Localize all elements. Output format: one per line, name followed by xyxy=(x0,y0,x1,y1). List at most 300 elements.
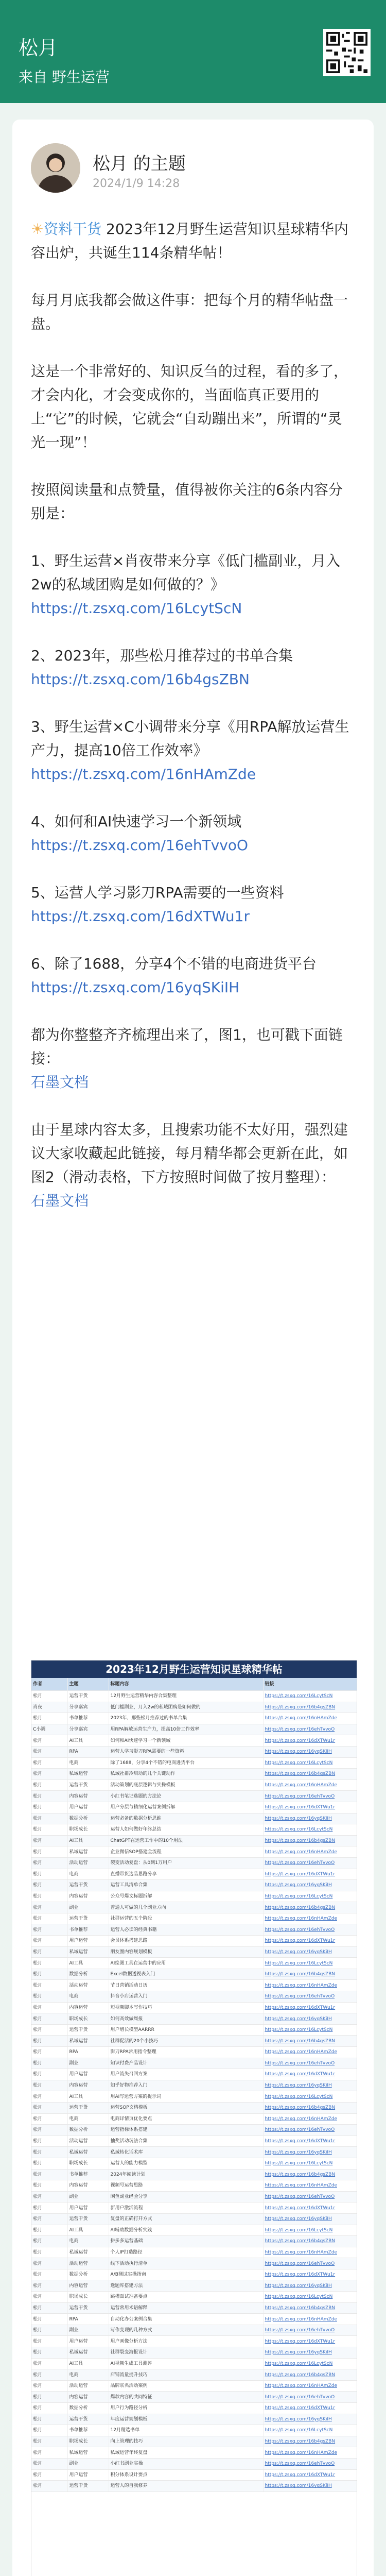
table-cell[interactable]: https://t.zsxq.com/16nHAmZde xyxy=(263,1713,357,1724)
sun-icon: ☀ xyxy=(31,221,44,238)
table-cell[interactable]: https://t.zsxq.com/16nHAmZde xyxy=(263,1780,357,1791)
table-cell: 内容运营 xyxy=(67,1891,109,1902)
table-cell: 松月 xyxy=(31,2302,67,2314)
table-row xyxy=(31,2358,357,2369)
table-row xyxy=(31,1958,357,1969)
table-cell: 松月 xyxy=(31,2469,67,2481)
table-row xyxy=(31,2024,357,2036)
table-cell[interactable]: https://t.zsxq.com/16nHAmZde xyxy=(263,1846,357,1858)
table-cell: 松月 xyxy=(31,2169,67,2180)
table-cell[interactable]: https://t.zsxq.com/16LcytScN xyxy=(263,1691,357,1702)
table-row xyxy=(31,2002,357,2013)
table-cell: 朋友圈内容规划模板 xyxy=(109,1946,263,1958)
table-row xyxy=(31,2180,357,2192)
table-cell[interactable]: https://t.zsxq.com/16ehTvvoO xyxy=(263,2325,357,2336)
table-cell[interactable]: https://t.zsxq.com/16LcytScN xyxy=(263,2358,357,2369)
header-title: 松月 xyxy=(19,37,58,59)
table-cell: 数据分析 xyxy=(67,1813,109,1824)
table-row xyxy=(31,2158,357,2169)
table-cell: 短视频脚本写作技巧 xyxy=(109,2002,263,2013)
table-cell: 运营人的能力模型 xyxy=(109,2158,263,2169)
qr-code-icon xyxy=(326,32,367,73)
table-cell: 自动化办公案例合集 xyxy=(109,2314,263,2325)
shimo-doc-link[interactable]: 石墨文档 xyxy=(31,1192,89,1209)
table-row xyxy=(31,2280,357,2292)
table-row xyxy=(31,2325,357,2336)
table-row xyxy=(31,2213,357,2225)
table-cell: 活动运营 xyxy=(67,2380,109,2392)
table-cell[interactable]: https://t.zsxq.com/16nHAmZde xyxy=(263,2113,357,2125)
table-cell: 活动运营 xyxy=(67,2258,109,2269)
table-row xyxy=(31,1691,357,1702)
table-cell[interactable]: https://t.zsxq.com/16LcytScN xyxy=(263,2024,357,2036)
table-cell: 活动策划的底层逻辑与实操模板 xyxy=(109,1780,263,1791)
table-cell[interactable]: https://t.zsxq.com/16b4gsZBN xyxy=(263,1969,357,1980)
table-row xyxy=(31,2202,357,2214)
table-cell: 跳槽面试准备要点 xyxy=(109,2292,263,2303)
table-cell: 用户运营 xyxy=(67,1802,109,1813)
table-cell: 分享嘉宾 xyxy=(67,1724,109,1735)
table-cell: 12月精选书单 xyxy=(109,2425,263,2436)
table-row xyxy=(31,2403,357,2414)
table-cell: 数据分析 xyxy=(67,2125,109,2136)
table-row xyxy=(31,1902,357,1913)
header-subtitle: 来自 野生运营 xyxy=(19,69,110,86)
table-cell: 私域运营 xyxy=(67,1946,109,1958)
post-image-spreadsheet[interactable] xyxy=(31,1660,357,2576)
table-cell: AI辅助数据分析实践 xyxy=(109,2225,263,2236)
table-row xyxy=(31,1869,357,1880)
table-cell: 松月 xyxy=(31,2080,67,2091)
table-row xyxy=(31,1913,357,1924)
table-cell: 松月 xyxy=(31,2125,67,2136)
table-cell[interactable]: https://t.zsxq.com/16LcytScN xyxy=(263,1891,357,1902)
table-cell[interactable]: https://t.zsxq.com/16nHAmZde xyxy=(263,2314,357,2325)
table-row xyxy=(31,2458,357,2469)
table-cell: 职场成长 xyxy=(67,1824,109,1836)
table-cell[interactable]: https://t.zsxq.com/16yqSKiIH xyxy=(263,1746,357,1757)
table-row xyxy=(31,2258,357,2269)
essence-table xyxy=(31,1678,357,2492)
table-cell[interactable]: https://t.zsxq.com/16ehTvvoO xyxy=(263,2258,357,2269)
table-cell: 私域运营 xyxy=(67,2347,109,2359)
table-cell: 用AI写运营方案的提示词 xyxy=(109,2091,263,2103)
table-row xyxy=(31,1713,357,1724)
table-cell: 松月 xyxy=(31,1813,67,1824)
table-cell[interactable]: https://t.zsxq.com/16yqSKiIH xyxy=(263,2080,357,2091)
column-header: 主题 xyxy=(67,1678,109,1691)
table-cell: 选题库搭建方法 xyxy=(109,2280,263,2292)
table-cell: 松月 xyxy=(31,2447,67,2459)
table-cell: 松月 xyxy=(31,1869,67,1880)
list-item: 3、野生运营×C小调带来分享《用RPA解放运营生产力，提高10倍工作效率》 https://t.zsxq.com/16nHAmZde xyxy=(31,718,349,783)
table-cell: 社群运营的五个阶段 xyxy=(109,1913,263,1924)
table-cell: 松月 xyxy=(31,1802,67,1813)
table-cell: 松月 xyxy=(31,1713,67,1724)
table-cell: AI工具 xyxy=(67,1835,109,1846)
sheet-title: 2023年12月野生运营知识星球精华帖 xyxy=(31,1660,357,1678)
table-cell: 运营人的自我修养 xyxy=(109,2481,263,2492)
table-cell: 爆款内容的共同特征 xyxy=(109,2392,263,2403)
table-cell: 松月 xyxy=(31,2292,67,2303)
table-cell[interactable]: https://t.zsxq.com/16dXTWu1r xyxy=(263,2069,357,2080)
table-cell: 内容运营 xyxy=(67,2392,109,2403)
table-cell[interactable]: https://t.zsxq.com/16yqSKiIH xyxy=(263,2414,357,2425)
table-row xyxy=(31,2436,357,2447)
table-cell[interactable]: https://t.zsxq.com/16dXTWu1r xyxy=(263,2269,357,2280)
table-cell[interactable]: https://t.zsxq.com/16nHAmZde xyxy=(263,2247,357,2258)
table-cell: A/B测试实操指南 xyxy=(109,2269,263,2280)
table-cell: 数据分析 xyxy=(67,2269,109,2280)
table-cell: 私域运营 xyxy=(67,1846,109,1858)
table-cell: 松月 xyxy=(31,1969,67,1980)
table-row xyxy=(31,2347,357,2359)
table-cell[interactable]: https://t.zsxq.com/16yqSKiIH xyxy=(263,2280,357,2292)
table-cell: 公众号爆文标题拆解 xyxy=(109,1891,263,1902)
table-cell[interactable]: https://t.zsxq.com/16LcytScN xyxy=(263,1958,357,1969)
table-cell[interactable]: https://t.zsxq.com/16dXTWu1r xyxy=(263,2202,357,2214)
table-cell: 松月 xyxy=(31,1991,67,2003)
table-cell: 松月 xyxy=(31,2213,67,2225)
table-cell: 松月 xyxy=(31,1958,67,1969)
table-cell[interactable]: https://t.zsxq.com/16dXTWu1r xyxy=(263,2002,357,2013)
table-cell: 如何高效做周报 xyxy=(109,2013,263,2025)
table-cell[interactable]: https://t.zsxq.com/16yqSKiIH xyxy=(263,1813,357,1824)
table-row xyxy=(31,1946,357,1958)
table-cell: 书单推荐 xyxy=(67,2169,109,2180)
table-cell: 社群促活的20个小技巧 xyxy=(109,2036,263,2047)
table-cell: 用户运营 xyxy=(67,2069,109,2080)
table-cell: 运营干货 xyxy=(67,1913,109,1924)
table-cell: 小红书副业实操 xyxy=(109,2458,263,2469)
table-row xyxy=(31,2247,357,2258)
table-cell[interactable]: https://t.zsxq.com/16dXTWu1r xyxy=(263,2403,357,2414)
hashtag-link[interactable]: 资料干货 xyxy=(44,221,102,238)
table-cell: 运营干货 xyxy=(67,2302,109,2314)
table-cell[interactable]: https://t.zsxq.com/16yqSKiIH xyxy=(263,2347,357,2359)
table-cell: 年度运营规划模板 xyxy=(109,2414,263,2425)
list-item: 4、如何和AI快速学习一个新领域 https://t.zsxq.com/16ehTvvoO xyxy=(31,813,249,854)
table-cell[interactable]: https://t.zsxq.com/16yqSKiIH xyxy=(263,1946,357,1958)
table-cell[interactable]: https://t.zsxq.com/16dXTWu1r xyxy=(263,2136,357,2147)
table-cell[interactable]: https://t.zsxq.com/16dXTWu1r xyxy=(263,2336,357,2347)
table-cell[interactable]: https://t.zsxq.com/16b4gsZBN xyxy=(263,1902,357,1913)
table-cell: 内容运营 xyxy=(67,2180,109,2192)
table-cell: 私域运营 xyxy=(67,2447,109,2459)
table-cell[interactable]: https://t.zsxq.com/16yqSKiIH xyxy=(263,2481,357,2492)
table-header-row xyxy=(31,1678,357,1691)
table-cell: 品牌联名活动案例 xyxy=(109,2380,263,2392)
table-cell: 会员体系搭建思路 xyxy=(109,1936,263,1947)
table-row xyxy=(31,1936,357,1947)
table-cell[interactable]: https://t.zsxq.com/16b4gsZBN xyxy=(263,2302,357,2314)
table-row xyxy=(31,1724,357,1735)
table-cell: RPA xyxy=(67,2314,109,2325)
table-cell: 职场成长 xyxy=(67,2436,109,2447)
table-cell: AI工具 xyxy=(67,2358,109,2369)
table-cell: 抽奖活动玩法合集 xyxy=(109,2136,263,2147)
table-cell: 松月 xyxy=(31,2225,67,2236)
table-cell: 运营干货 xyxy=(67,2414,109,2425)
table-cell[interactable]: https://t.zsxq.com/16ehTvvoO xyxy=(263,2125,357,2136)
table-cell: 内容运营 xyxy=(67,2002,109,2013)
table-cell[interactable]: https://t.zsxq.com/16nHAmZde xyxy=(263,1980,357,1991)
table-cell[interactable]: https://t.zsxq.com/16nHAmZde xyxy=(263,2180,357,2192)
post-card xyxy=(12,120,374,2576)
table-cell: 内容运营 xyxy=(67,1791,109,1802)
table-cell: 用户分层与精细化运营案例拆解 xyxy=(109,1802,263,1813)
post-link[interactable]: https://t.zsxq.com/16nHAmZde xyxy=(31,766,256,783)
table-row xyxy=(31,2058,357,2069)
table-cell: 分享嘉宾 xyxy=(67,1702,109,1713)
table-cell: 写作变现的几种方式 xyxy=(109,2325,263,2336)
table-cell[interactable]: https://t.zsxq.com/16LcytScN xyxy=(263,2425,357,2436)
table-cell: 松月 xyxy=(31,2036,67,2047)
table-cell[interactable]: https://t.zsxq.com/16b4gsZBN xyxy=(263,2236,357,2247)
table-cell: 松月 xyxy=(31,2369,67,2381)
post-link[interactable]: https://t.zsxq.com/16LcytScN xyxy=(31,600,242,617)
table-cell: 松月 xyxy=(31,1913,67,1924)
table-cell[interactable]: https://t.zsxq.com/16yqSKiIH xyxy=(263,1880,357,1891)
table-cell: 松月 xyxy=(31,1936,67,1947)
table-cell: C小调 xyxy=(31,1724,67,1735)
table-cell: 运营干货 xyxy=(67,2024,109,2036)
table-row xyxy=(31,2036,357,2047)
table-row xyxy=(31,2236,357,2247)
post-link[interactable]: https://t.zsxq.com/16yqSKiIH xyxy=(31,979,240,996)
table-cell: 副业 xyxy=(67,1902,109,1913)
table-row xyxy=(31,2481,357,2492)
table-cell: ChatGPT在运营工作中的10个用法 xyxy=(109,1835,263,1846)
table-cell[interactable]: https://t.zsxq.com/16dXTWu1r xyxy=(263,1802,357,1813)
table-cell[interactable]: https://t.zsxq.com/16LcytScN xyxy=(263,1757,357,1769)
table-cell: 松月 xyxy=(31,2102,67,2113)
column-header: 链接 xyxy=(263,1678,357,1691)
table-row xyxy=(31,2147,357,2158)
post-date: 2024/1/9 14:28 xyxy=(93,177,180,190)
table-cell: 运营干货 xyxy=(67,1691,109,1702)
table-cell: 松月 xyxy=(31,2002,67,2013)
table-cell[interactable]: https://t.zsxq.com/16LcytScN xyxy=(263,2091,357,2103)
table-cell: 松月 xyxy=(31,1891,67,1902)
table-cell: 用户运营 xyxy=(67,2202,109,2214)
table-cell: 私域运营 xyxy=(67,2036,109,2047)
table-row xyxy=(31,1857,357,1869)
shimo-doc-link[interactable]: 石墨文档 xyxy=(31,1074,89,1091)
table-cell[interactable]: https://t.zsxq.com/16LcytScN xyxy=(263,2158,357,2169)
table-row xyxy=(31,2225,357,2236)
table-row xyxy=(31,2292,357,2303)
table-cell: 松月 xyxy=(31,2113,67,2125)
table-cell: 松月 xyxy=(31,2069,67,2080)
table-cell: AI工具 xyxy=(67,2091,109,2103)
table-cell[interactable]: https://t.zsxq.com/16b4gsZBN xyxy=(263,2102,357,2113)
table-row xyxy=(31,2269,357,2280)
table-cell[interactable]: https://t.zsxq.com/16yqSKiIH xyxy=(263,2147,357,2158)
table-cell: 内容运营 xyxy=(67,2080,109,2091)
table-cell: 用户行为路径分析 xyxy=(109,2403,263,2414)
table-cell: 企业微信SOP搭建全流程 xyxy=(109,1846,263,1858)
table-row xyxy=(31,2113,357,2125)
table-cell[interactable]: https://t.zsxq.com/16yqSKiIH xyxy=(263,2013,357,2025)
table-cell[interactable]: https://t.zsxq.com/16dXTWu1r xyxy=(263,1936,357,1947)
table-cell[interactable]: https://t.zsxq.com/16LcytScN xyxy=(263,2292,357,2303)
table-cell: 向上管理的技巧 xyxy=(109,2436,263,2447)
paragraph: 每月月底我都会做这件事：把每个月的精华帖盘一盘。 xyxy=(31,292,348,332)
list-item: 1、野生运营×肖夜带来分享《低门槛副业，月入2w的私域团购是如何做的？》 https://t.zsxq.com/16LcytScN xyxy=(31,552,341,617)
post-link[interactable]: https://t.zsxq.com/16dXTWu1r xyxy=(31,908,250,925)
table-cell: 复盘的正确打开方式 xyxy=(109,2213,263,2225)
table-cell: 用RPA解放运营生产力，提高10倍工作效率 xyxy=(109,1724,263,1735)
table-cell: 用户增长模型AARRR xyxy=(109,2024,263,2036)
table-cell: 副业 xyxy=(67,2325,109,2336)
table-cell: 职场成长 xyxy=(67,2013,109,2025)
table-cell: 运营人学习影刀RPA需要的一些资料 xyxy=(109,1746,263,1757)
table-cell: 新用户激活流程 xyxy=(109,2202,263,2214)
table-cell: 松月 xyxy=(31,2414,67,2425)
top-header xyxy=(0,0,386,103)
table-cell[interactable]: https://t.zsxq.com/16LcytScN xyxy=(263,2225,357,2236)
list-item: 6、除了1688，分享4个不错的电商进货平台 https://t.zsxq.com/16yqSKiIH xyxy=(31,955,317,996)
table-cell: 电商 xyxy=(67,1757,109,1769)
table-cell: Excel数据透视表入门 xyxy=(109,1969,263,1980)
post-link[interactable]: https://t.zsxq.com/16b4gsZBN xyxy=(31,671,250,688)
table-cell: 拼多多运营基础 xyxy=(109,2236,263,2247)
table-cell: 运营人如何做好年终总结 xyxy=(109,1824,263,1836)
table-cell[interactable]: https://t.zsxq.com/16dXTWu1r xyxy=(263,1869,357,1880)
table-cell: 松月 xyxy=(31,2325,67,2336)
table-cell[interactable]: https://t.zsxq.com/16b4gsZBN xyxy=(263,1769,357,1780)
table-cell: 电商 xyxy=(67,1991,109,2003)
table-cell[interactable]: https://t.zsxq.com/16ehTvvoO xyxy=(263,1991,357,2003)
table-cell: 电商 xyxy=(67,2113,109,2125)
table-cell: 松月 xyxy=(31,2136,67,2147)
author-line[interactable]: 松月 的主题 xyxy=(93,154,186,174)
table-cell: 副业 xyxy=(67,2191,109,2202)
table-row xyxy=(31,1991,357,2003)
table-cell: 职场成长 xyxy=(67,2158,109,2169)
table-row xyxy=(31,2369,357,2381)
table-cell: 用户运营 xyxy=(67,2336,109,2347)
table-cell[interactable]: https://t.zsxq.com/16nHAmZde xyxy=(263,2380,357,2392)
table-cell: 松月 xyxy=(31,1902,67,1913)
table-cell: 直播带货选品思路分享 xyxy=(109,1869,263,1880)
table-cell[interactable]: https://t.zsxq.com/16b4gsZBN xyxy=(263,1835,357,1846)
table-cell: 运营SOP文档模板 xyxy=(109,2102,263,2113)
table-cell: 运营指标体系搭建 xyxy=(109,2125,263,2136)
paragraph-intro: ☀资料干货 2023年12月野生运营知识星球精华内容出炉，共诞生114条精华帖！ xyxy=(31,221,348,261)
table-cell: 松月 xyxy=(31,2314,67,2325)
table-cell[interactable]: https://t.zsxq.com/16yqSKiIH xyxy=(263,2213,357,2225)
table-cell: 12月野生运营精华内容合集整理 xyxy=(109,1691,263,1702)
list-item: 5、运营人学习影刀RPA需要的一些资料 https://t.zsxq.com/16dXTWu1r xyxy=(31,884,284,925)
table-cell[interactable]: https://t.zsxq.com/16ehTvvoO xyxy=(263,2458,357,2469)
table-cell[interactable]: https://t.zsxq.com/16ehTvvoO xyxy=(263,1724,357,1735)
table-cell: AI工具 xyxy=(67,1735,109,1747)
table-cell: 电商 xyxy=(67,1869,109,1880)
table-cell: 松月 xyxy=(31,2158,67,2169)
table-cell[interactable]: https://t.zsxq.com/16nHAmZde xyxy=(263,1913,357,1924)
table-cell[interactable]: https://t.zsxq.com/16b4gsZBN xyxy=(263,2436,357,2447)
table-cell: 电商 xyxy=(67,2369,109,2381)
table-row xyxy=(31,2080,357,2091)
table-cell: 抖音小店运营入门 xyxy=(109,1991,263,2003)
table-cell: 节日营销活动日历 xyxy=(109,1980,263,1991)
table-cell: 运营人必读的经典书籍 xyxy=(109,1924,263,1936)
table-cell: 数据分析 xyxy=(67,1969,109,1980)
table-cell: 松月 xyxy=(31,1691,67,1702)
table-cell: 松月 xyxy=(31,2180,67,2192)
table-cell: 松月 xyxy=(31,2202,67,2214)
column-header: 标题内容 xyxy=(109,1678,263,1691)
table-cell[interactable]: https://t.zsxq.com/16ehTvvoO xyxy=(263,2058,357,2069)
table-cell: 2024年阅读计划 xyxy=(109,2169,263,2180)
table-cell: 低门槛副业，月入2w的私域团购是如何做的 xyxy=(109,1702,263,1713)
table-cell: 用户运营 xyxy=(67,2469,109,2481)
header-qr-code[interactable] xyxy=(323,29,371,76)
table-row xyxy=(31,1746,357,1757)
table-cell: 私域运营年终复盘 xyxy=(109,2447,263,2459)
table-row xyxy=(31,1757,357,1769)
table-row xyxy=(31,2425,357,2436)
table-row xyxy=(31,2392,357,2403)
table-cell: 松月 xyxy=(31,1857,67,1869)
table-cell[interactable]: https://t.zsxq.com/16b4gsZBN xyxy=(263,2036,357,2047)
table-cell[interactable]: https://t.zsxq.com/16LcytScN xyxy=(263,1824,357,1836)
table-cell: RPA xyxy=(67,1746,109,1757)
table-cell: 松月 xyxy=(31,2024,67,2036)
table-cell[interactable]: https://t.zsxq.com/16ehTvvoO xyxy=(263,1924,357,1936)
table-cell: 活动运营 xyxy=(67,1980,109,1991)
table-cell[interactable]: https://t.zsxq.com/16dXTWu1r xyxy=(263,2469,357,2481)
table-cell[interactable]: https://t.zsxq.com/16nHAmZde xyxy=(263,2047,357,2058)
table-cell: 用户运营 xyxy=(67,1936,109,1947)
table-cell: 线下活动执行清单 xyxy=(109,2258,263,2269)
table-row xyxy=(31,1880,357,1891)
table-cell[interactable]: https://t.zsxq.com/16b4gsZBN xyxy=(263,2369,357,2381)
table-cell[interactable]: https://t.zsxq.com/16nHAmZde xyxy=(263,2447,357,2459)
table-row xyxy=(31,2380,357,2392)
table-cell: 松月 xyxy=(31,1791,67,1802)
table-cell: 影刀RPA常用指令整理 xyxy=(109,2047,263,2058)
table-cell[interactable]: https://t.zsxq.com/16ehTvvoO xyxy=(263,1791,357,1802)
table-cell: 知识付费产品设计 xyxy=(109,2058,263,2069)
table-row xyxy=(31,2125,357,2136)
table-cell[interactable]: https://t.zsxq.com/16b4gsZBN xyxy=(263,1702,357,1713)
table-cell[interactable]: https://t.zsxq.com/16ehTvvoO xyxy=(263,1857,357,1869)
table-cell: 私域社群冷启动的几个关键动作 xyxy=(109,1769,263,1780)
avatar[interactable] xyxy=(31,143,80,193)
post-link[interactable]: https://t.zsxq.com/16ehTvvoO xyxy=(31,837,249,854)
paragraph: 这是一个非常好的、知识反刍的过程，看的多了，才会内化，才会变成你的，当面临真正要用的上“它”的时候，它就会“自动蹦出来”，所谓的“灵光一现”！ xyxy=(31,363,348,451)
column-header: 作者 xyxy=(31,1678,67,1691)
table-cell: 运营干货 xyxy=(67,2213,109,2225)
table-cell[interactable]: https://t.zsxq.com/16ehTvvoO xyxy=(263,2392,357,2403)
table-cell: 闲鱼副业经验分享 xyxy=(109,2191,263,2202)
table-cell: 私域运营 xyxy=(67,2147,109,2158)
table-cell[interactable]: https://t.zsxq.com/16b4gsZBN xyxy=(263,2169,357,2180)
table-cell: 松月 xyxy=(31,2091,67,2103)
table-cell: 松月 xyxy=(31,2458,67,2469)
table-row xyxy=(31,1824,357,1836)
table-cell: 松月 xyxy=(31,2481,67,2492)
table-row xyxy=(31,1891,357,1902)
table-cell: 松月 xyxy=(31,2336,67,2347)
table-cell: 私域运营 xyxy=(67,2247,109,2258)
table-cell[interactable]: https://t.zsxq.com/16ehTvvoO xyxy=(263,2191,357,2202)
table-cell: 松月 xyxy=(31,2258,67,2269)
table-cell[interactable]: https://t.zsxq.com/16dXTWu1r xyxy=(263,1735,357,1747)
